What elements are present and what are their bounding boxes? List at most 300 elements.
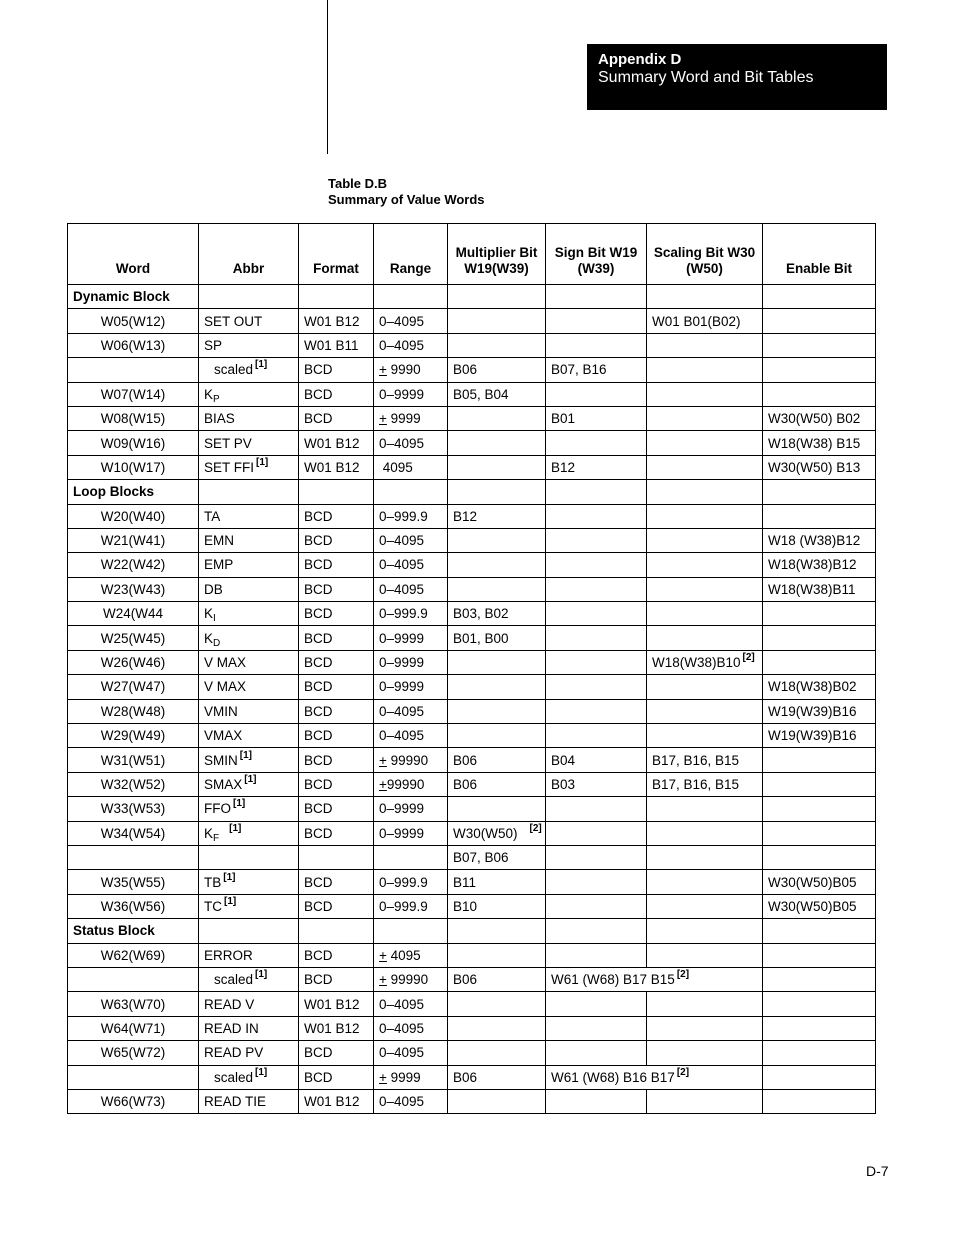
table-body	[68, 285, 876, 1114]
cell-multiplier	[448, 626, 546, 650]
cell-abbr	[199, 845, 299, 869]
range-value: 0–4095	[379, 703, 425, 719]
range-value: 0–4095	[379, 1020, 425, 1036]
cell-multiplier	[448, 577, 546, 601]
range-value: 4095	[386, 947, 421, 963]
abbr-text: READ PV	[204, 1045, 264, 1061]
multiplier-value: B07, B06	[453, 850, 509, 866]
cell-word: W22(W42)	[68, 553, 199, 577]
table-row	[68, 1089, 876, 1113]
table-row	[68, 406, 876, 430]
table-row	[68, 358, 876, 382]
cell-format: W01 B12	[299, 431, 374, 455]
range-value: 0–9999	[379, 801, 425, 817]
range-value: 0–4095	[379, 557, 425, 573]
cell-abbr	[199, 382, 299, 406]
cell-sign	[546, 602, 647, 626]
cell-range	[374, 504, 448, 528]
cell-sign	[546, 528, 647, 552]
cell-multiplier	[448, 870, 546, 894]
multiplier-value: B12	[453, 508, 478, 524]
cell-multiplier	[448, 797, 546, 821]
cell-abbr	[199, 967, 299, 991]
cell-sign	[546, 724, 647, 748]
cell-range	[374, 797, 448, 821]
cell-format: W01 B12	[299, 992, 374, 1016]
cell-scaling	[647, 894, 763, 918]
cell-enable	[763, 626, 876, 650]
cell-multiplier	[448, 675, 546, 699]
abbr-text: FFO	[204, 801, 231, 817]
cell-sign: B04	[546, 748, 647, 772]
cell-format: W01 B12	[299, 309, 374, 333]
cell-multiplier	[448, 333, 546, 357]
cell-multiplier	[448, 894, 546, 918]
cell-range	[374, 455, 448, 479]
cell-enable	[763, 1016, 876, 1040]
cell-word: W63(W70)	[68, 992, 199, 1016]
abbr-text: EMN	[204, 533, 234, 549]
cell-sign	[546, 992, 647, 1016]
cell-scaling	[647, 699, 763, 723]
cell-format: BCD	[299, 577, 374, 601]
cell-range	[374, 333, 448, 357]
cell-format: BCD	[299, 748, 374, 772]
cell-word	[68, 358, 199, 382]
plus-minus-sign: +	[379, 972, 387, 988]
cell-multiplier	[448, 406, 546, 430]
cell-sign	[546, 431, 647, 455]
footnote-ref: [1]	[239, 749, 252, 761]
cell-enable	[763, 1065, 876, 1089]
abbr-text: TC	[204, 898, 222, 914]
cell-sign-scaling	[546, 967, 763, 991]
cell-word: W31(W51)	[68, 748, 199, 772]
cell-multiplier	[448, 992, 546, 1016]
abbr-text: EMP	[204, 557, 234, 573]
cell-sign	[546, 1016, 647, 1040]
cell-word: W35(W55)	[68, 870, 199, 894]
cell-enable	[763, 504, 876, 528]
table-row	[68, 1041, 876, 1065]
section-row	[68, 919, 876, 943]
cell-abbr	[199, 528, 299, 552]
table-row	[68, 797, 876, 821]
table-cell	[647, 285, 763, 309]
table-row	[68, 333, 876, 357]
cell-format: BCD	[299, 553, 374, 577]
cell-scaling	[647, 748, 763, 772]
cell-scaling	[647, 358, 763, 382]
cell-enable: W30(W50)B05	[763, 870, 876, 894]
col-header-range: Range	[374, 224, 448, 285]
abbr-subscript: F	[213, 832, 220, 844]
cell-multiplier	[448, 504, 546, 528]
range-value: 0–4095	[379, 1094, 425, 1110]
footnote-ref: [1]	[255, 969, 268, 981]
cell-abbr	[199, 333, 299, 357]
cell-range	[374, 699, 448, 723]
cell-format: BCD	[299, 772, 374, 796]
multiplier-value: B11	[453, 874, 477, 890]
cell-abbr	[199, 797, 299, 821]
table-row	[68, 943, 876, 967]
cell-word: W25(W45)	[68, 626, 199, 650]
cell-scaling	[647, 382, 763, 406]
abbr-text: V MAX	[204, 655, 247, 671]
cell-range	[374, 943, 448, 967]
abbr-text: VMAX	[204, 728, 243, 744]
cell-word: W66(W73)	[68, 1089, 199, 1113]
cell-word: W62(W69)	[68, 943, 199, 967]
range-value: 0–9999	[379, 825, 425, 841]
cell-format: BCD	[299, 406, 374, 430]
cell-sign	[546, 1089, 647, 1113]
col-header-multiplier: Multiplier Bit W19(W39)	[448, 224, 546, 285]
range-value: 0–999.9	[379, 874, 428, 890]
cell-word: W34(W54)	[68, 821, 199, 845]
cell-scaling	[647, 577, 763, 601]
cell-scaling	[647, 772, 763, 796]
footnote-ref: [2]	[676, 969, 690, 981]
cell-format: BCD	[299, 626, 374, 650]
cell-multiplier	[448, 602, 546, 626]
cell-sign: B07, B16	[546, 358, 647, 382]
table-cell	[199, 919, 299, 943]
abbr-text: K	[204, 630, 214, 646]
cell-sign	[546, 699, 647, 723]
footnote-ref: [2]	[529, 822, 542, 834]
table-row	[68, 309, 876, 333]
cell-range	[374, 1089, 448, 1113]
table-row	[68, 504, 876, 528]
cell-range	[374, 406, 448, 430]
abbr-text: READ TIE	[204, 1094, 267, 1110]
cell-sign	[546, 943, 647, 967]
cell-word: W07(W14)	[68, 382, 199, 406]
cell-scaling	[647, 528, 763, 552]
range-value: 99990	[386, 752, 429, 768]
table-row	[68, 748, 876, 772]
col-header-scaling: Scaling Bit W30 (W50)	[647, 224, 763, 285]
table-row	[68, 845, 876, 869]
cell-format: BCD	[299, 943, 374, 967]
cell-format: BCD	[299, 650, 374, 674]
table-row	[68, 992, 876, 1016]
cell-abbr	[199, 577, 299, 601]
table-row	[68, 577, 876, 601]
cell-sign	[546, 650, 647, 674]
cell-multiplier	[448, 553, 546, 577]
cell-word: W06(W13)	[68, 333, 199, 357]
cell-sign	[546, 333, 647, 357]
table-cell	[647, 919, 763, 943]
cell-range	[374, 431, 448, 455]
cell-word	[68, 967, 199, 991]
table-row	[68, 382, 876, 406]
section-row	[68, 285, 876, 309]
footnote-ref: [1]	[255, 359, 268, 371]
cell-abbr	[199, 1041, 299, 1065]
cell-range	[374, 992, 448, 1016]
cell-sign: B01	[546, 406, 647, 430]
cell-abbr	[199, 455, 299, 479]
cell-scaling	[647, 1089, 763, 1113]
range-value: 0–999.9	[379, 606, 428, 622]
cell-sign-scaling	[546, 1065, 763, 1089]
multiplier-value: B05, B04	[453, 386, 509, 402]
multiplier-value: B06	[453, 362, 478, 378]
cell-abbr	[199, 1065, 299, 1089]
cell-format: W01 B11	[299, 333, 374, 357]
value-words-table	[67, 223, 876, 1114]
cell-word	[68, 1065, 199, 1089]
table-cell	[546, 919, 647, 943]
cell-scaling	[647, 675, 763, 699]
cell-format: BCD	[299, 724, 374, 748]
table-row	[68, 1016, 876, 1040]
range-value: 0–999.9	[379, 508, 428, 524]
table-cell	[647, 480, 763, 504]
cell-multiplier	[448, 528, 546, 552]
table-cell	[374, 919, 448, 943]
cell-multiplier	[448, 1016, 546, 1040]
cell-enable	[763, 797, 876, 821]
cell-scaling	[647, 650, 763, 674]
table-cell	[448, 480, 546, 504]
appendix-title: Appendix D	[598, 51, 682, 68]
cell-scaling	[647, 821, 763, 845]
cell-word: W64(W71)	[68, 1016, 199, 1040]
cell-abbr	[199, 650, 299, 674]
multiplier-value: B06	[453, 972, 478, 988]
cell-range	[374, 577, 448, 601]
appendix-header	[587, 44, 887, 110]
range-value: 0–9999	[379, 655, 425, 671]
cell-format: BCD	[299, 797, 374, 821]
table-cell	[299, 480, 374, 504]
col-header-word: Word	[68, 224, 199, 285]
cell-abbr	[199, 821, 299, 845]
cell-format: BCD	[299, 1065, 374, 1089]
table-cell	[763, 919, 876, 943]
cell-multiplier	[448, 845, 546, 869]
range-value: 9999	[386, 411, 421, 427]
range-value: 9990	[386, 362, 421, 378]
range-value: 9999	[386, 1069, 421, 1085]
cell-scaling	[647, 1041, 763, 1065]
cell-enable: W18 (W38)B12	[763, 528, 876, 552]
table-row	[68, 772, 876, 796]
cell-enable: W18(W38)B11	[763, 577, 876, 601]
cell-enable	[763, 748, 876, 772]
range-value: 99990	[386, 972, 429, 988]
abbr-text: SP	[204, 337, 223, 353]
cell-format: BCD	[299, 821, 374, 845]
multiplier-value: B01, B00	[453, 630, 509, 646]
table-row	[68, 894, 876, 918]
cell-range	[374, 626, 448, 650]
col-header-sign: Sign Bit W19 (W39)	[546, 224, 647, 285]
cell-word: W09(W16)	[68, 431, 199, 455]
cell-abbr	[199, 724, 299, 748]
cell-enable	[763, 772, 876, 796]
cell-scaling	[647, 1016, 763, 1040]
cell-multiplier	[448, 748, 546, 772]
cell-format: BCD	[299, 1041, 374, 1065]
cell-word: W36(W56)	[68, 894, 199, 918]
cell-scaling	[647, 870, 763, 894]
abbr-subscript: D	[213, 637, 221, 649]
plus-minus-sign: +	[379, 411, 387, 427]
cell-word: W21(W41)	[68, 528, 199, 552]
abbr-text: VMIN	[204, 703, 238, 719]
footnote-ref: [1]	[233, 798, 246, 810]
cell-format: BCD	[299, 699, 374, 723]
cell-enable: W30(W50) B13	[763, 455, 876, 479]
cell-multiplier	[448, 650, 546, 674]
plus-minus-sign: +	[379, 777, 387, 792]
multiplier-value: B06	[453, 752, 478, 768]
cell-word: W28(W48)	[68, 699, 199, 723]
cell-format: BCD	[299, 675, 374, 699]
table-cell	[374, 285, 448, 309]
abbr-text: ERROR	[204, 947, 253, 963]
cell-range	[374, 1041, 448, 1065]
multiplier-value: W30(W50)	[453, 825, 518, 841]
cell-range	[374, 748, 448, 772]
section-title: Loop Blocks	[68, 480, 199, 504]
cell-format: BCD	[299, 504, 374, 528]
table-row	[68, 724, 876, 748]
cell-sign	[546, 553, 647, 577]
abbr-text: K	[204, 606, 214, 622]
table-cell	[546, 480, 647, 504]
cell-word: W05(W12)	[68, 309, 199, 333]
cell-word: W65(W72)	[68, 1041, 199, 1065]
cell-range	[374, 870, 448, 894]
scaling-value: B17, B16, B15	[652, 777, 740, 792]
cell-abbr	[199, 943, 299, 967]
footnote-ref: [1]	[224, 895, 237, 907]
cell-sign	[546, 504, 647, 528]
cell-sign	[546, 675, 647, 699]
cell-scaling	[647, 455, 763, 479]
cell-range	[374, 675, 448, 699]
table-row	[68, 967, 876, 991]
plus-minus-sign: +	[379, 947, 387, 963]
table-cell	[763, 480, 876, 504]
abbr-text: BIAS	[204, 411, 235, 427]
scaling-value: B17, B16, B15	[652, 752, 740, 768]
range-value: 99990	[386, 777, 425, 792]
cell-word: W24(W44	[68, 602, 199, 626]
abbr-text: scaled	[214, 362, 254, 378]
range-value: 0–4095	[379, 337, 425, 353]
cell-word: W10(W17)	[68, 455, 199, 479]
cell-range	[374, 772, 448, 796]
cell-sign	[546, 577, 647, 601]
table-title: Summary of Value Words	[328, 192, 485, 207]
cell-format: BCD	[299, 528, 374, 552]
multiplier-value: B06	[453, 1069, 478, 1085]
table-cell	[763, 285, 876, 309]
cell-multiplier	[448, 724, 546, 748]
table-cell	[448, 919, 546, 943]
cell-range	[374, 602, 448, 626]
cell-format: BCD	[299, 602, 374, 626]
cell-abbr	[199, 309, 299, 333]
cell-word: W20(W40)	[68, 504, 199, 528]
section-row	[68, 480, 876, 504]
sign-value: W61 (W68) B17 B15	[551, 972, 675, 988]
cell-scaling	[647, 333, 763, 357]
table-row	[68, 699, 876, 723]
range-value: 0–4095	[379, 313, 425, 329]
range-value: 0–4095	[379, 996, 425, 1012]
cell-enable: W18(W38)B02	[763, 675, 876, 699]
cell-abbr	[199, 894, 299, 918]
cell-abbr	[199, 626, 299, 650]
footnote-ref: [1]	[229, 822, 242, 834]
range-value: 0–4095	[379, 533, 425, 549]
table-row	[68, 870, 876, 894]
cell-sign	[546, 870, 647, 894]
cell-range	[374, 309, 448, 333]
table-cell	[199, 480, 299, 504]
cell-format: BCD	[299, 382, 374, 406]
table-cell	[374, 480, 448, 504]
cell-word: W08(W15)	[68, 406, 199, 430]
cell-sign	[546, 845, 647, 869]
table-cell	[199, 285, 299, 309]
cell-enable	[763, 309, 876, 333]
abbr-text: V MAX	[204, 679, 247, 695]
cell-range	[374, 553, 448, 577]
abbr-subscript: I	[213, 613, 216, 625]
cell-abbr	[199, 1016, 299, 1040]
cell-range	[374, 358, 448, 382]
abbr-text: SET PV	[204, 435, 252, 451]
page-number: D-7	[866, 1163, 889, 1179]
cell-multiplier	[448, 943, 546, 967]
cell-abbr	[199, 772, 299, 796]
cell-scaling	[647, 553, 763, 577]
abbr-text: K	[204, 825, 214, 841]
plus-minus-sign: +	[379, 362, 387, 378]
table-row	[68, 650, 876, 674]
cell-multiplier	[448, 699, 546, 723]
cell-abbr	[199, 675, 299, 699]
footnote-ref: [1]	[256, 456, 269, 468]
cell-enable: W19(W39)B16	[763, 724, 876, 748]
cell-enable	[763, 967, 876, 991]
multiplier-value: B10	[453, 898, 478, 914]
sign-value: W61 (W68) B16 B17	[551, 1069, 675, 1085]
margin-rule	[327, 0, 328, 154]
cell-range	[374, 967, 448, 991]
col-header-abbr: Abbr	[199, 224, 299, 285]
cell-abbr	[199, 748, 299, 772]
cell-enable	[763, 358, 876, 382]
table-caption	[328, 176, 485, 208]
table-row	[68, 553, 876, 577]
cell-scaling	[647, 943, 763, 967]
plus-minus-sign: +	[379, 1069, 387, 1085]
cell-enable	[763, 845, 876, 869]
cell-scaling	[647, 431, 763, 455]
cell-multiplier	[448, 1065, 546, 1089]
